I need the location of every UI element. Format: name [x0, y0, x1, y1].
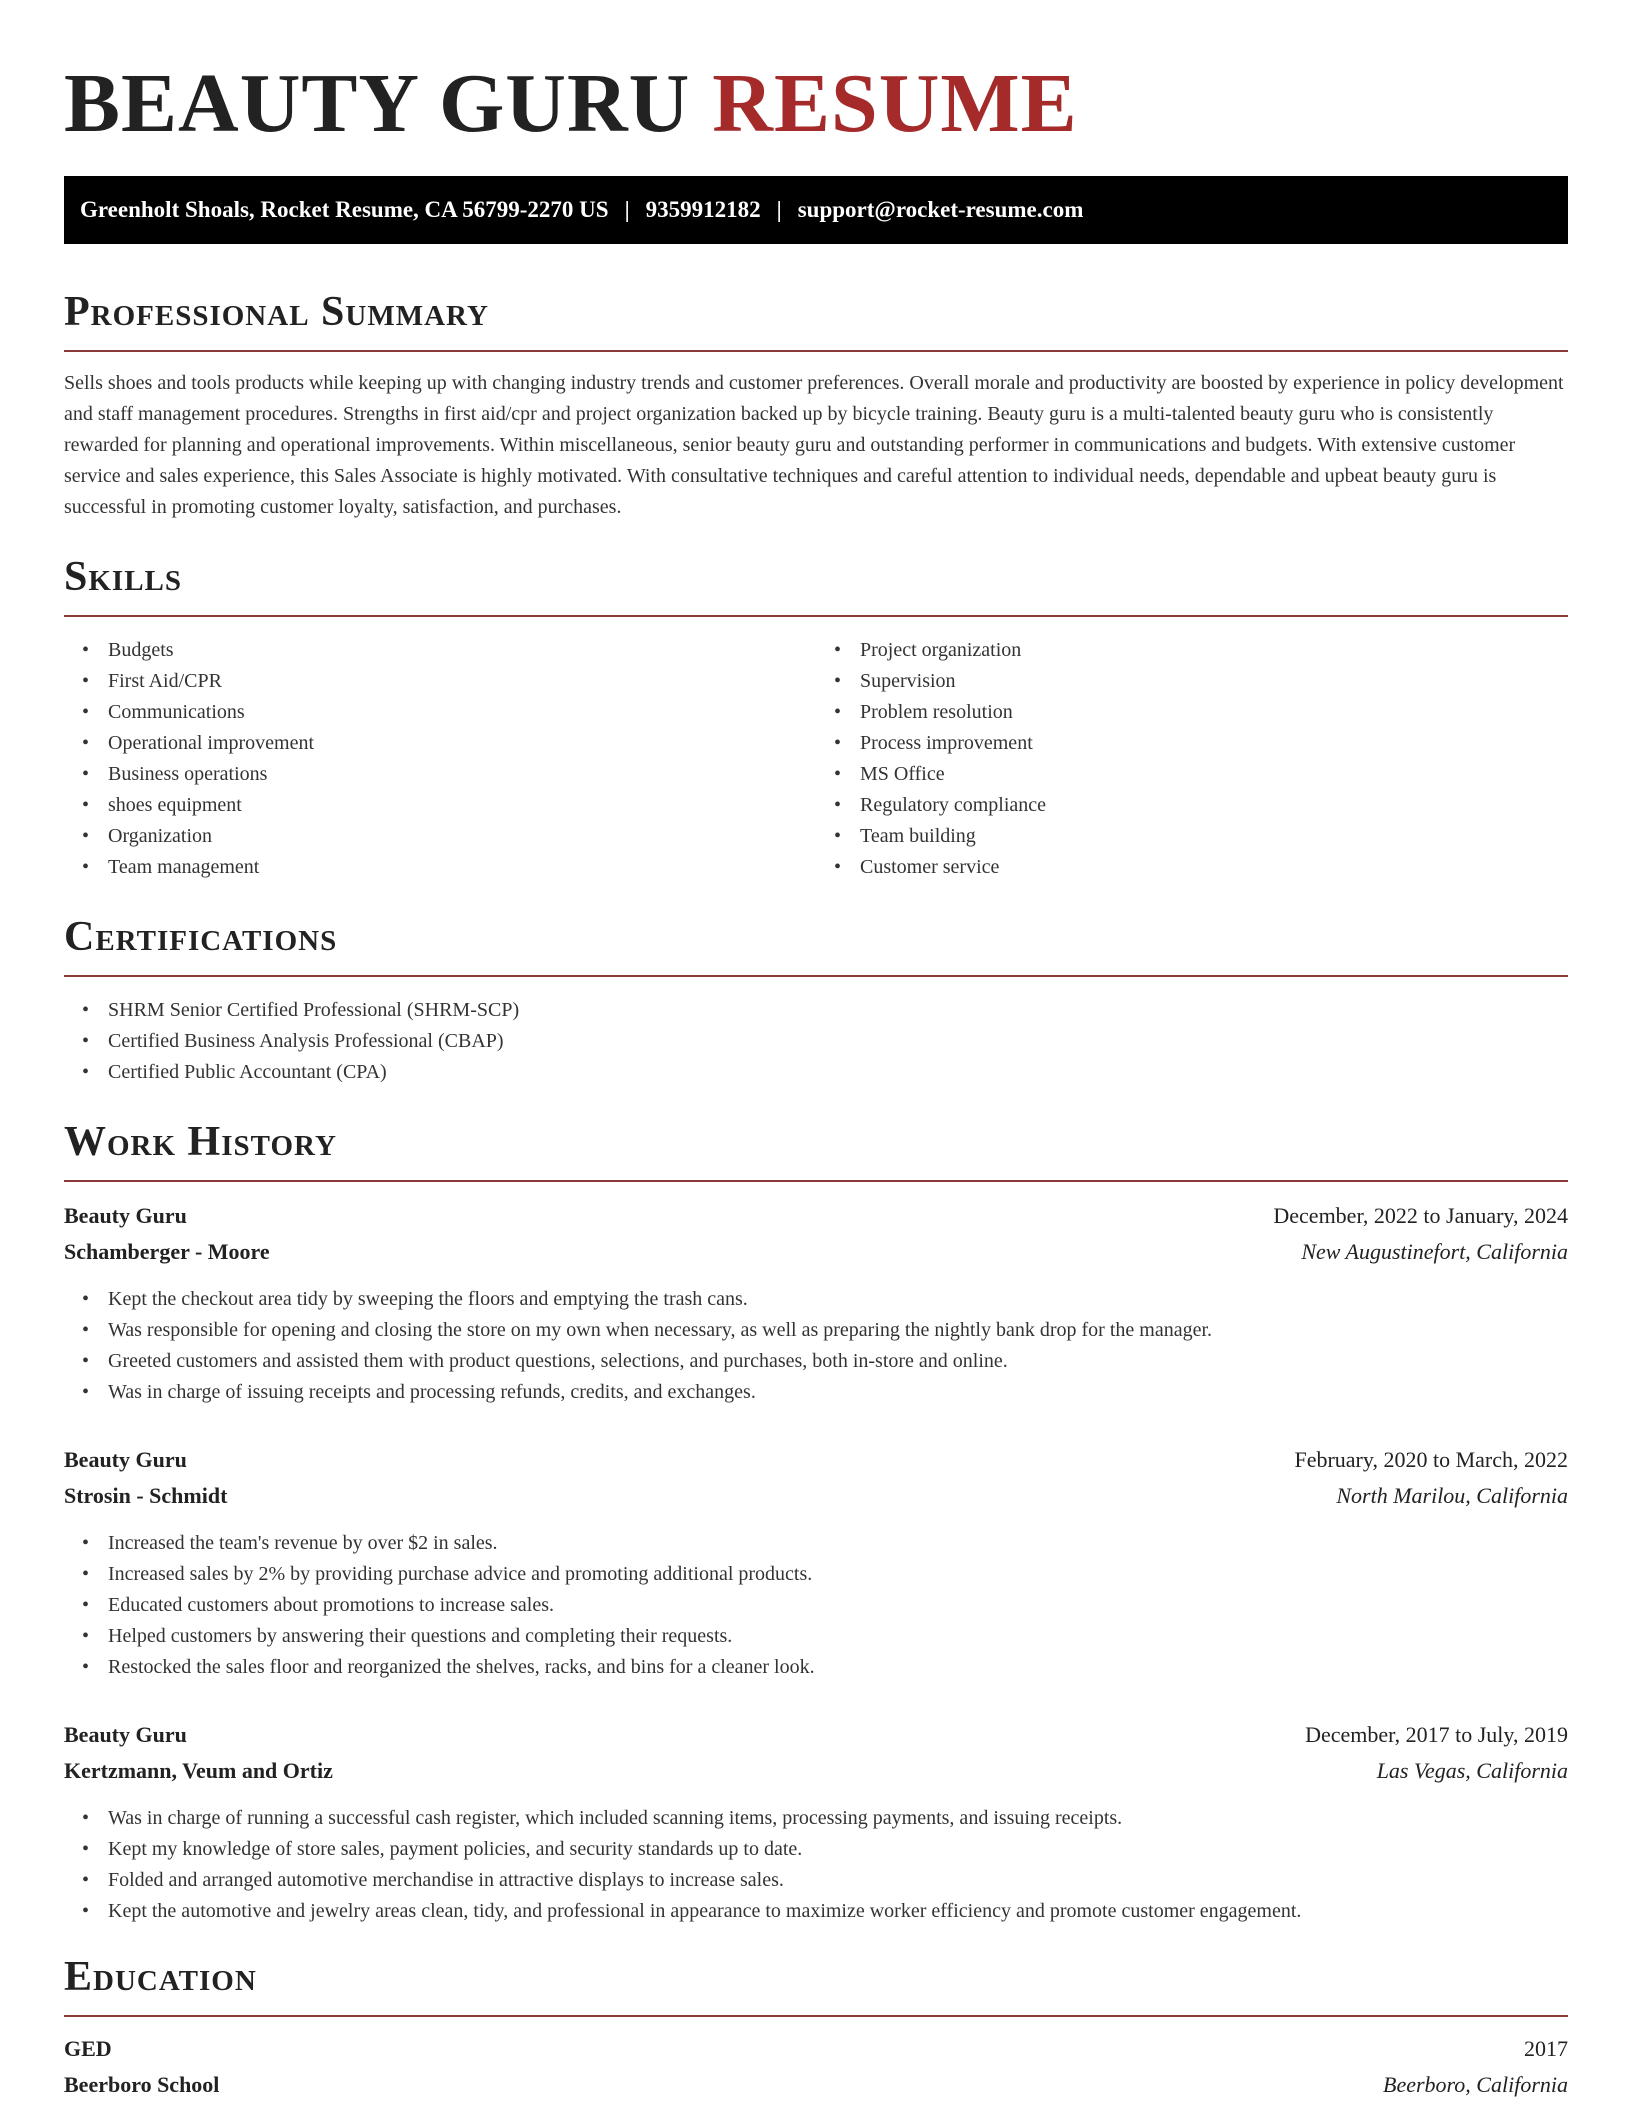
- job-bullet: • Restocked the sales floor and reorganized the shelves, racks, and bins for a cleaner look.: [64, 1652, 1568, 1683]
- job-bullet: • Increased sales by 2% by providing purchase advice and promoting additional products.: [64, 1559, 1568, 1590]
- job-entry: [64, 1442, 1568, 1683]
- job-location: North Marilou, California: [1336, 1483, 1568, 1508]
- job-bullets: [64, 1528, 1568, 1683]
- skills-section: [64, 553, 1568, 883]
- skills-list-right: [816, 635, 1568, 883]
- summary-section: [64, 288, 1568, 523]
- job-header: [64, 1442, 1568, 1478]
- skill-item: • shoes equipment: [64, 790, 816, 821]
- education-header: [64, 2031, 1568, 2067]
- skill-item: • Budgets: [64, 635, 816, 666]
- work-history-heading: Work History: [64, 1119, 337, 1165]
- job-bullet: • Greeted customers and assisted them with product questions, selections, and purchases, both in-store and online.: [64, 1346, 1568, 1377]
- job-bullet: • Kept my knowledge of store sales, payment policies, and security standards up to date.: [64, 1834, 1568, 1865]
- job-entry: [64, 1717, 1568, 1927]
- job-company: Kertzmann, Veum and Ortiz: [64, 1758, 333, 1783]
- education-heading: Education: [64, 1954, 257, 2000]
- certifications-section: [64, 913, 1568, 1088]
- summary-text: Sells shoes and tools products while keeping up with changing industry trends and customer preferences. Overall morale and productivity are boosted by experience in policy development and staff management procedures. Strengths in first aid/cpr and project organization backed up by bicycle training. Beauty guru is a multi-talented beauty guru who is consistently rewarded for planning and operational improvements. Within miscellaneous, senior beauty guru and outstanding performer in communications and budgets. With extensive customer service and sales experience, this Sales Associate is highly motivated. With consultative techniques and careful attention to individual needs, dependable and upbeat beauty guru is successful in promoting customer loyalty, satisfaction, and purchases.: [64, 372, 1564, 518]
- job-bullets: [64, 1284, 1568, 1408]
- skill-item: • Communications: [64, 697, 816, 728]
- job-dates: December, 2022 to January, 2024: [1273, 1203, 1568, 1228]
- section-divider: [64, 1180, 1568, 1182]
- job-bullet: • Was in charge of issuing receipts and processing refunds, credits, and exchanges.: [64, 1377, 1568, 1408]
- job-title: Beauty Guru: [64, 1722, 187, 1747]
- job-bullet: • Kept the automotive and jewelry areas clean, tidy, and professional in appearance to maximize worker efficiency and promote customer engagement.: [64, 1896, 1568, 1927]
- job-entry: [64, 1198, 1568, 1408]
- education-entry: [64, 2031, 1568, 2103]
- job-location: New Augustinefort, California: [1301, 1239, 1568, 1264]
- job-header: [64, 1198, 1568, 1234]
- skill-item: • Problem resolution: [816, 697, 1568, 728]
- contact-separator: |: [624, 197, 630, 222]
- skill-item: • Customer service: [816, 852, 1568, 883]
- job-bullet: • Kept the checkout area tidy by sweeping the floors and emptying the trash cans.: [64, 1284, 1568, 1315]
- skill-item: • Regulatory compliance: [816, 790, 1568, 821]
- skill-item: • MS Office: [816, 759, 1568, 790]
- job-bullets: [64, 1803, 1568, 1927]
- job-dates: February, 2020 to March, 2022: [1294, 1447, 1568, 1472]
- job-dates: December, 2017 to July, 2019: [1305, 1722, 1568, 1747]
- job-company: Schamberger - Moore: [64, 1239, 270, 1264]
- certification-item: • SHRM Senior Certified Professional (SHRM-SCP): [64, 995, 1568, 1026]
- skill-item: • Business operations: [64, 759, 816, 790]
- contact-phone: 9359912182: [645, 197, 761, 222]
- section-divider: [64, 615, 1568, 617]
- section-divider: [64, 350, 1568, 352]
- skill-item: • Process improvement: [816, 728, 1568, 759]
- skill-item: • Supervision: [816, 666, 1568, 697]
- contact-email: support@rocket-resume.com: [797, 197, 1084, 222]
- section-divider: [64, 2015, 1568, 2017]
- skill-item: • Project organization: [816, 635, 1568, 666]
- work-history-section: [64, 1118, 1568, 1927]
- summary-heading: Professional Summary: [64, 289, 489, 335]
- job-bullet: • Was responsible for opening and closing the store on my own when necessary, as well as preparing the nightly bank drop for the manager.: [64, 1315, 1568, 1346]
- skills-heading: Skills: [64, 554, 183, 600]
- education-degree: GED: [64, 2036, 112, 2061]
- job-bullet: • Folded and arranged automotive merchandise in attractive displays to increase sales.: [64, 1865, 1568, 1896]
- job-title: Beauty Guru: [64, 1447, 187, 1472]
- job-bullet: • Was in charge of running a successful cash register, which included scanning items, processing payments, and issuing receipts.: [64, 1803, 1568, 1834]
- title-main: BEAUTY GURU: [64, 57, 691, 150]
- contact-separator: |: [776, 197, 782, 222]
- certifications-list: [64, 995, 1568, 1088]
- job-bullet: • Educated customers about promotions to increase sales.: [64, 1590, 1568, 1621]
- education-school: Beerboro School: [64, 2072, 220, 2097]
- education-section: [64, 1953, 1568, 2103]
- skill-item: • Team management: [64, 852, 816, 883]
- job-subheader: [64, 1234, 1568, 1270]
- skill-item: • Team building: [816, 821, 1568, 852]
- certification-item: • Certified Business Analysis Professional (CBAP): [64, 1026, 1568, 1057]
- skills-grid: [64, 635, 1568, 883]
- job-subheader: [64, 1753, 1568, 1789]
- job-header: [64, 1717, 1568, 1753]
- job-company: Strosin - Schmidt: [64, 1483, 228, 1508]
- skills-list-left: [64, 635, 816, 883]
- education-subheader: [64, 2067, 1568, 2103]
- job-subheader: [64, 1478, 1568, 1514]
- resume-title: [64, 0, 1568, 152]
- job-location: Las Vegas, California: [1376, 1758, 1568, 1783]
- certification-item: • Certified Public Accountant (CPA): [64, 1057, 1568, 1088]
- contact-bar: [64, 176, 1568, 244]
- education-location: Beerboro, California: [1383, 2072, 1568, 2097]
- job-title: Beauty Guru: [64, 1203, 187, 1228]
- skill-item: • Operational improvement: [64, 728, 816, 759]
- title-accent: RESUME: [712, 57, 1078, 150]
- skill-item: • Organization: [64, 821, 816, 852]
- education-year: 2017: [1524, 2036, 1568, 2061]
- section-divider: [64, 975, 1568, 977]
- job-bullet: • Increased the team's revenue by over $2 in sales.: [64, 1528, 1568, 1559]
- skill-item: • First Aid/CPR: [64, 666, 816, 697]
- certifications-heading: Certifications: [64, 914, 338, 960]
- job-bullet: • Helped customers by answering their questions and completing their requests.: [64, 1621, 1568, 1652]
- contact-address: Greenholt Shoals, Rocket Resume, CA 56799-2270 US: [80, 197, 609, 222]
